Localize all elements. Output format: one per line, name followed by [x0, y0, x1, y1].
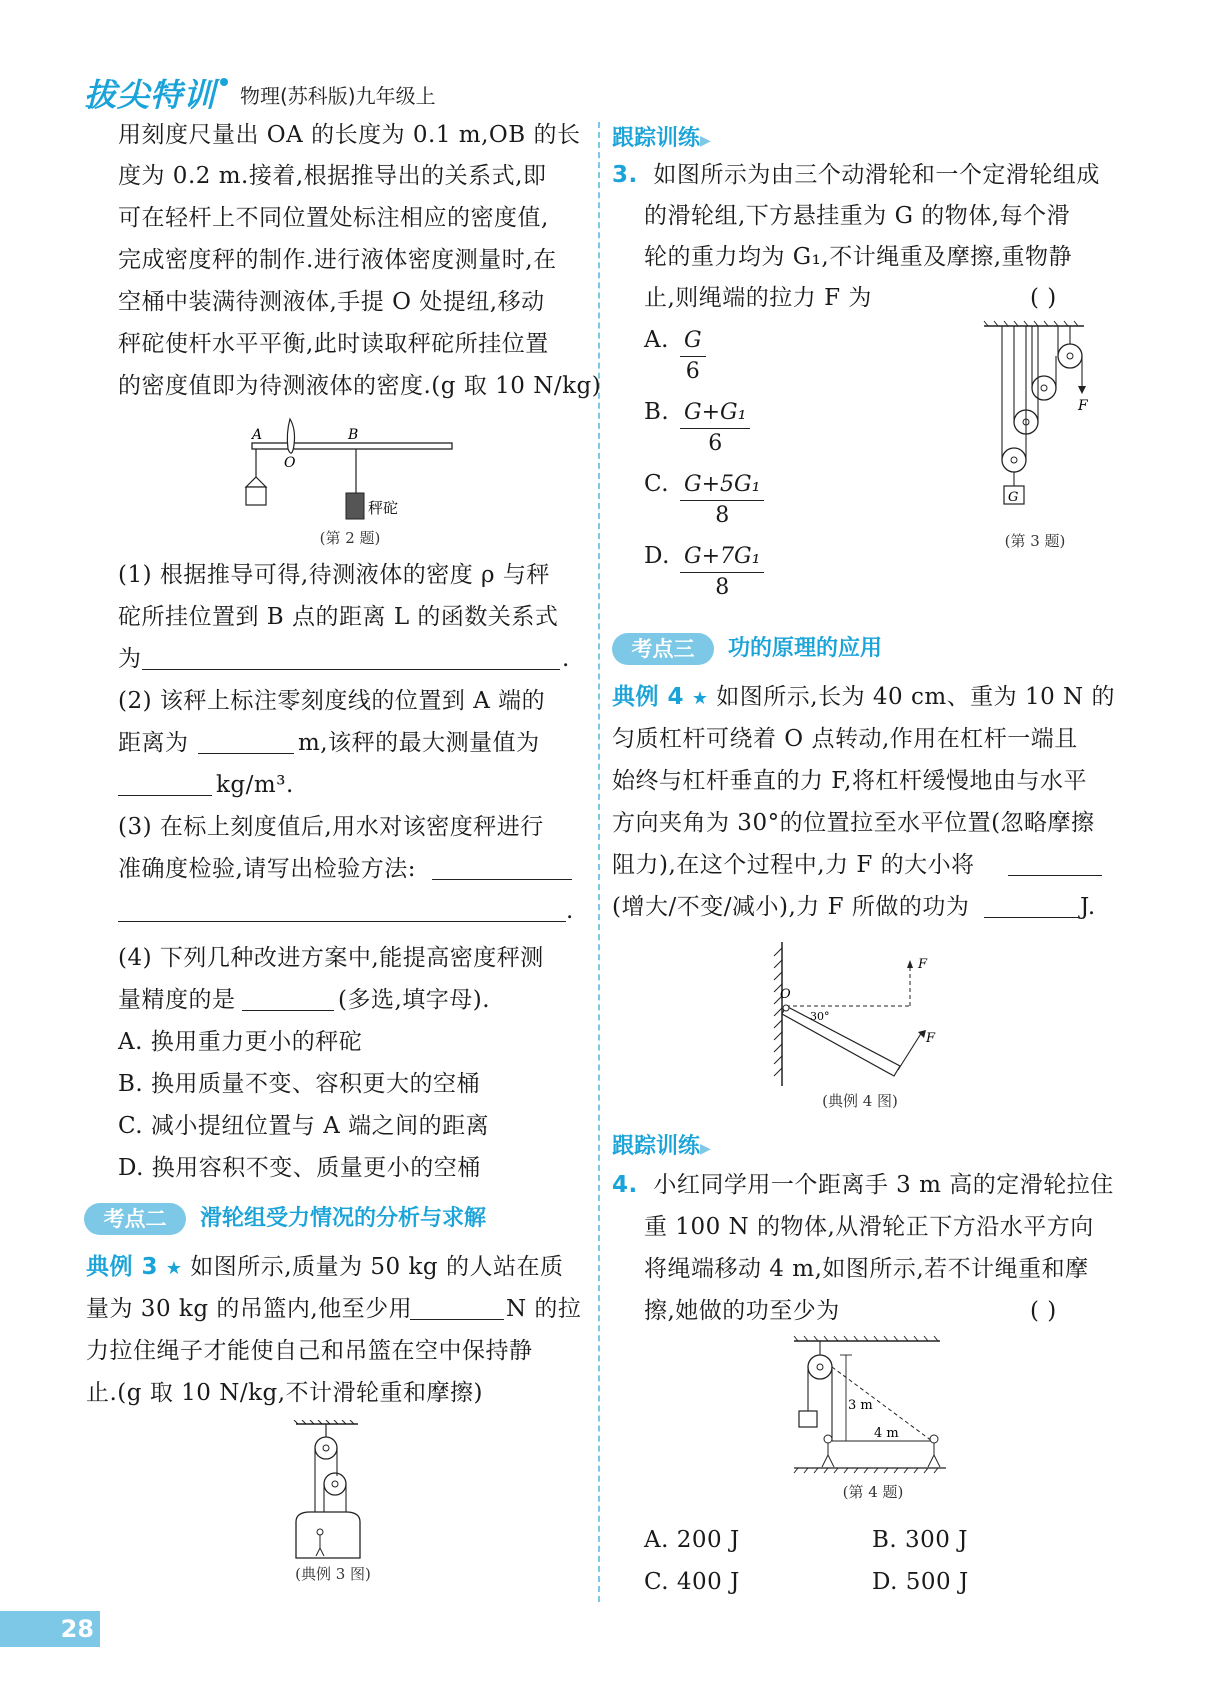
q4-line: 4. 小红同学用一个距离手 3 m 高的定滑轮拉住: [612, 1172, 1114, 1198]
topic-title: 功的原理的应用: [728, 636, 883, 661]
example4-line: 典例 4 ★ 如图所示,长为 40 cm、重为 10 N 的: [612, 684, 1115, 710]
weight-label: G: [1008, 490, 1019, 505]
q4-option: C. 400 J: [644, 1569, 740, 1595]
q3-line: 3. 如图所示为由三个动滑轮和一个定滑轮组成: [612, 162, 1100, 188]
q4-option: A. 200 J: [644, 1527, 740, 1553]
label-b: B: [348, 427, 359, 443]
angle-label: 30°: [810, 1010, 830, 1023]
answer-blank[interactable]: [198, 753, 294, 754]
q4-option: B. 300 J: [872, 1527, 968, 1553]
q3-option-a: A. $\frac{G}{6}$: [644, 326, 669, 354]
q3-line: 止,则绳端的拉力 F 为: [644, 285, 872, 311]
density-scale-figure: [230, 415, 460, 525]
q4-line: 将绳端移动 4 m,如图所示,若不计绳重和摩: [644, 1256, 1089, 1282]
q3-line: 的滑轮组,下方悬挂重为 G 的物体,每个滑: [644, 203, 1071, 229]
arrow-icon: ▶: [700, 133, 711, 149]
q4-option: D. 换用容积不变、质量更小的空桶: [118, 1155, 481, 1181]
force-label: F: [926, 1031, 936, 1046]
q4-line: 擦,她做的功至少为: [644, 1298, 840, 1324]
q3-option-d: D. $\frac{\text{G+7G₁}}{8}$: [644, 542, 670, 570]
q2-line: 距离为: [118, 730, 189, 756]
answer-blank[interactable]: [242, 1010, 334, 1011]
figure-caption: (典例 3 图): [295, 1565, 371, 1583]
q1-line: 为: [118, 646, 142, 672]
topic-pill: 考点二: [84, 1203, 186, 1235]
intro-line: 完成密度秤的制作.进行液体密度测量时,在: [118, 247, 557, 273]
q4-line: (多选,填字母).: [338, 987, 491, 1013]
q4-line: 重 100 N 的物体,从滑轮正下方沿水平方向: [644, 1214, 1094, 1240]
figure-caption: (典例 4 图): [822, 1092, 898, 1110]
track-heading: 跟踪训练▶: [612, 126, 711, 151]
q2-line: m,该秤的最大测量值为: [298, 730, 540, 756]
q2-line: kg/m³.: [216, 772, 294, 798]
basket-pulley-figure: [290, 1420, 370, 1560]
q3-end: .: [566, 898, 574, 924]
q4-line: 量精度的是: [118, 987, 236, 1013]
topic-pill: 考点三: [612, 633, 714, 665]
answer-blank[interactable]: [142, 669, 560, 670]
answer-paren[interactable]: ( ): [1030, 1298, 1057, 1324]
q4-line: (4) 下列几种改进方案中,能提高密度秤测: [118, 945, 544, 971]
intro-line: 用刻度尺量出 OA 的长度为 0.1 m,OB 的长: [118, 122, 581, 148]
example4-line: J.: [1080, 894, 1096, 920]
header-dot: [220, 78, 228, 86]
track-heading: 跟踪训练▶: [612, 1134, 711, 1159]
answer-blank[interactable]: [410, 1319, 504, 1320]
star-icon: ★: [165, 1258, 183, 1279]
example3-line: 量为 30 kg 的吊篮内,他至少用: [86, 1296, 413, 1322]
example-label: 典例 3: [86, 1254, 159, 1280]
example3-line: 典例 3 ★ 如图所示,质量为 50 kg 的人站在质: [86, 1254, 564, 1280]
answer-blank[interactable]: [432, 879, 572, 880]
intro-line: 空桶中装满待测液体,手提 O 处提纽,移动: [118, 289, 545, 315]
label-a: A: [252, 427, 263, 443]
answer-blank[interactable]: [118, 795, 212, 796]
example3-line: N 的拉: [506, 1296, 582, 1322]
answer-paren[interactable]: ( ): [1030, 285, 1057, 311]
intro-line: 度为 0.2 m.接着,根据推导出的关系式,即: [118, 163, 547, 189]
intro-line: 可在轻杆上不同位置处标注相应的密度值,: [118, 205, 549, 231]
q3-line: (3) 在标上刻度值后,用水对该密度秤进行: [118, 814, 544, 840]
arrow-icon: ▶: [700, 1141, 711, 1157]
q3-line: 轮的重力均为 G₁,不计绳重及摩擦,重物静: [644, 244, 1073, 270]
page-number: 28: [0, 1611, 100, 1647]
q3-option-c: C. $\frac{\text{G+5G₁}}{8}$: [644, 470, 669, 498]
q2-line: (2) 该秤上标注零刻度线的位置到 A 端的: [118, 688, 546, 714]
q4-option: A. 换用重力更小的秤砣: [118, 1029, 363, 1055]
q3-option-b: B. $\frac{\text{G+G₁}}{6}$: [644, 398, 669, 426]
height-label: 3 m: [848, 1398, 873, 1413]
force-label: F: [918, 957, 928, 972]
example4-line: 始终与杠杆垂直的力 F,将杠杆缓慢地由与水平: [612, 768, 1087, 794]
q4-option: D. 500 J: [872, 1569, 969, 1595]
example4-line: 阻力),在这个过程中,力 F 的大小将: [612, 852, 975, 878]
q1-line: 砣所挂位置到 B 点的距离 L 的函数关系式: [118, 604, 559, 630]
fixed-pulley-figure: [790, 1335, 950, 1475]
brand-logo: 拔尖特训: [84, 76, 217, 114]
intro-line: 秤砣使杆水平平衡,此时读取秤砣所挂位置: [118, 331, 549, 357]
figure-caption: (第 4 题): [842, 1483, 904, 1501]
label-o: O: [284, 455, 296, 471]
q1-line: (1) 根据推导可得,待测液体的密度 ρ 与秤: [118, 562, 550, 588]
example3-line: 力拉住绳子才能使自己和吊篮在空中保持静: [86, 1338, 533, 1364]
width-label: 4 m: [874, 1426, 899, 1441]
q1-end: .: [562, 646, 570, 672]
pulley-system-figure: [980, 320, 1090, 520]
intro-line: 的密度值即为待测液体的密度.(g 取 10 N/kg): [118, 373, 602, 399]
figure-caption: (第 2 题): [319, 529, 381, 547]
pivot-label: O: [780, 987, 791, 1002]
q4-option: C. 减小提纽位置与 A 端之间的距离: [118, 1113, 490, 1139]
example4-line: 匀质杠杆可绕着 O 点转动,作用在杠杆一端且: [612, 726, 1078, 752]
column-divider: [598, 122, 600, 1602]
star-icon: ★: [691, 688, 709, 709]
header-subtitle: 物理(苏科版)九年级上: [240, 84, 436, 108]
answer-blank[interactable]: [984, 917, 1078, 918]
example4-line: 方向夹角为 30°的位置拉至水平位置(忽略摩擦: [612, 810, 1095, 836]
example-label: 典例 4: [612, 684, 685, 710]
answer-blank[interactable]: [118, 921, 566, 922]
topic-title: 滑轮组受力情况的分析与求解: [200, 1206, 487, 1231]
force-label: F: [1078, 398, 1088, 414]
weight-label: 秤砣: [368, 499, 399, 517]
example3-line: 止.(g 取 10 N/kg,不计滑轮重和摩擦): [86, 1380, 484, 1406]
q4-option: B. 换用质量不变、容积更大的空桶: [118, 1071, 481, 1097]
example4-line: (增大/不变/减小),力 F 所做的功为: [612, 894, 970, 920]
answer-blank[interactable]: [1008, 875, 1102, 876]
q3-line: 准确度检验,请写出检验方法:: [118, 856, 417, 882]
figure-caption: (第 3 题): [1004, 532, 1066, 550]
lever-figure: [770, 938, 950, 1088]
